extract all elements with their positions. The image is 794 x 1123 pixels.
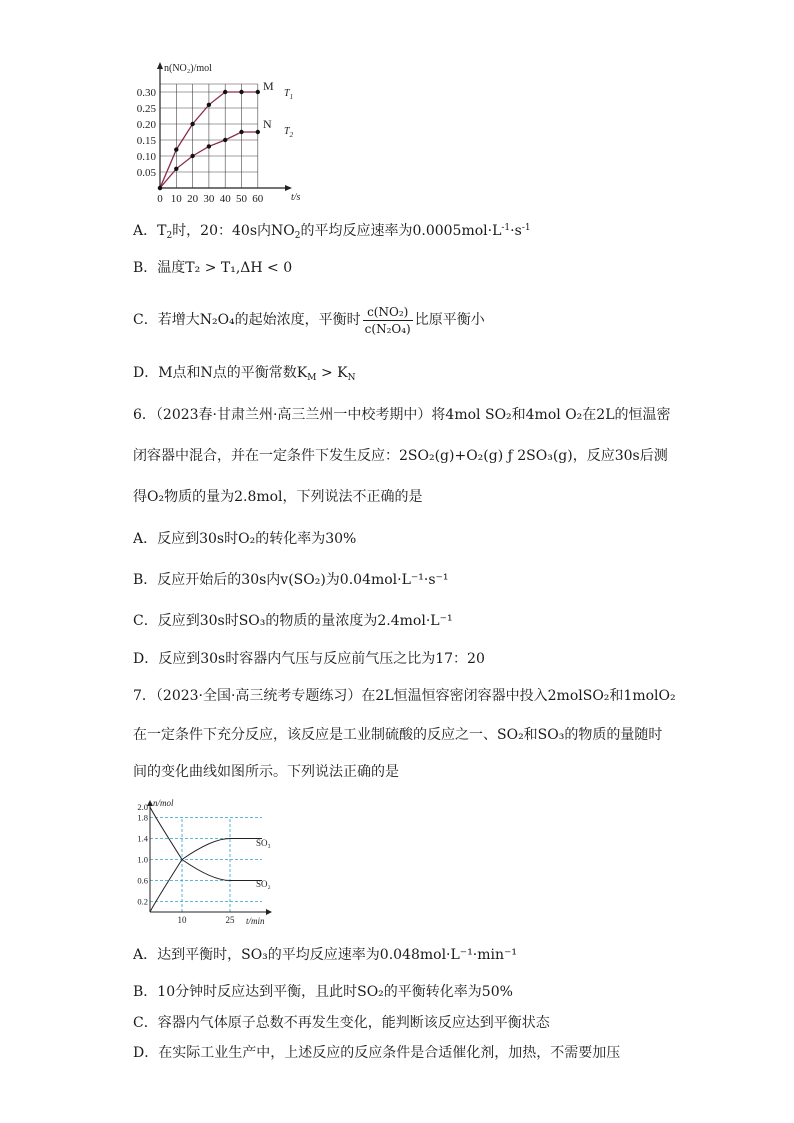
chart2-y-tick: 1.4 xyxy=(137,833,148,844)
chart1-grid xyxy=(160,84,258,188)
q6-option-b: B．反应开始后的30s内v(SO₂)为0.04mol·L⁻¹·s⁻¹ xyxy=(133,572,449,588)
chart2-y-tick: 0.2 xyxy=(137,896,148,907)
chart2-x-label: t/min xyxy=(246,916,265,926)
q6-stem-line3: 得O₂物质的量为2.8mol，下列说法不正确的是 xyxy=(133,489,423,505)
chart2-curve-so2 xyxy=(150,807,262,881)
chart1-point-t2 xyxy=(207,144,211,148)
chart1-y-tick: 0.15 xyxy=(136,135,156,147)
chart1-point-t1 xyxy=(207,103,211,107)
chart1-label-n: N xyxy=(263,117,272,131)
chart1-point-t1 xyxy=(239,90,243,94)
chart2-x-ticks xyxy=(178,915,236,925)
chart1-point-t2 xyxy=(174,167,178,171)
chart1-point-t2 xyxy=(239,130,243,134)
chart1-label-t2: $T_2$ xyxy=(284,126,294,139)
chart1-x-tick: 30 xyxy=(203,193,215,205)
chart1-y-tick: 0.05 xyxy=(136,167,156,179)
chart1-x-label: t/s xyxy=(291,192,301,203)
chart1-y-label: n(NO₂)/mol xyxy=(164,63,212,74)
chart2-x-tick: 25 xyxy=(225,915,235,925)
q5-option-a: A．$T_2$时，20：40s内$NO_2$的平均反应速率为$0.0005mol\cdot L^{-1}\cdot s^{-1}$ xyxy=(133,223,531,241)
chart1-point-t2 xyxy=(158,186,162,190)
q6-option-a: A．反应到30s时O₂的转化率为30% xyxy=(133,531,357,547)
chart1-y-tick: 0.30 xyxy=(136,87,156,99)
chart1-point-t1 xyxy=(174,147,178,151)
chart1-point-t1 xyxy=(190,122,194,126)
chart-so2-so3-vs-time xyxy=(0,795,794,935)
chart1-x-tick: 40 xyxy=(219,193,231,205)
q6-option-c: C．反应到30s时SO₃的物质的量浓度为2.4mol·L⁻¹ xyxy=(133,613,453,629)
q7-stem-line2: 在一定条件下充分反应，该反应是工业制硫酸的反应之一、SO₂和SO₃的物质的量随时 xyxy=(133,727,663,743)
q5-option-c: C．若增大N₂O₄的起始浓度，平衡时 $\frac{\text{c(NO₂)}}{\text{c(N₂O₄)}}$ 比原平衡小 xyxy=(133,304,485,336)
chart2-y-tick: 1.0 xyxy=(137,854,148,865)
chart1-y-tick: 0.20 xyxy=(136,119,156,131)
chart2-y-tick: 2.0 xyxy=(137,802,148,812)
chart2-curve-so3 xyxy=(150,839,262,913)
chart2-y-label: n/mol xyxy=(153,798,174,808)
chart2-label-so2: SO₂ xyxy=(256,879,271,889)
chart1-x-tick: 0 xyxy=(157,193,163,205)
chart1-point-t2 xyxy=(256,130,260,134)
chart1-y-tick: 0.10 xyxy=(136,151,156,163)
q7-option-d: D．在实际工业生产中，上述反应的反应条件是合适催化剂，加热，不需要加压 xyxy=(133,1045,621,1061)
q5-fraction: $\frac{\text{c(NO₂)}}{\text{c(N₂O₄)}}$ xyxy=(364,304,411,336)
chart1-point-t1 xyxy=(223,90,227,94)
chart1-point-t2 xyxy=(190,154,194,158)
q7-stem-line3: 间的变化曲线如图所示。下列说法正确的是 xyxy=(133,764,399,780)
chart1-x-tick: 60 xyxy=(252,193,264,205)
chart1-point-t2 xyxy=(223,138,227,142)
q7-option-a: A．达到平衡时，SO₃的平均反应速率为0.048mol·L⁻¹·min⁻¹ xyxy=(133,947,518,963)
q5-option-d: D．M点和N点的平衡常数$K_M > K_N$ xyxy=(133,365,356,383)
chart2-x-tick: 10 xyxy=(177,915,187,925)
chart2-y-tick: 0.6 xyxy=(137,875,148,886)
chart1-label-m: M xyxy=(263,79,274,93)
q5-option-b: B．温度T₂ > T₁,ΔH < 0 xyxy=(133,260,293,276)
q6-stem-line2: 闭容器中混合，并在一定条件下发生反应：2SO₂(g)+O₂(g) ƒ 2SO₃(g)，反应30s后测 xyxy=(133,448,668,464)
chart1-x-tick: 10 xyxy=(170,193,182,205)
q6-stem-line1: 6．（2023春·甘肃兰州·高三兰州一中校考期中）将4mol SO₂和4mol O₂在2L的恒温密 xyxy=(133,407,671,423)
chart1-y-tick: 0.25 xyxy=(136,103,156,115)
chart2-y-tick: 1.8 xyxy=(137,812,148,823)
chart2-guides xyxy=(150,818,262,913)
chart1-x-tick: 20 xyxy=(187,193,199,205)
chart2-label-so3: SO₃ xyxy=(256,838,271,848)
chart1-point-t1 xyxy=(256,90,260,94)
chart1-label-t1: $T_1$ xyxy=(284,88,294,101)
chart1-x-tick: 50 xyxy=(236,193,247,205)
chart2-y-ticks xyxy=(137,802,148,907)
q7-option-b: B．10分钟时反应达到平衡，且此时SO₂的平衡转化率为50% xyxy=(133,984,513,1000)
q7-stem-line1: 7．（2023·全国·高三统考专题练习）在2L恒温恒容密闭容器中投入2molSO₂和1molO₂ xyxy=(133,688,676,704)
q7-option-c: C．容器内气体原子总数不再发生变化，能判断该反应达到平衡状态 xyxy=(133,1015,550,1031)
q6-option-d: D．反应到30s时容器内气压与反应前气压之比为17：20 xyxy=(133,651,485,667)
chart1-y-ticks xyxy=(137,87,157,179)
chart1-x-ticks xyxy=(157,193,264,205)
